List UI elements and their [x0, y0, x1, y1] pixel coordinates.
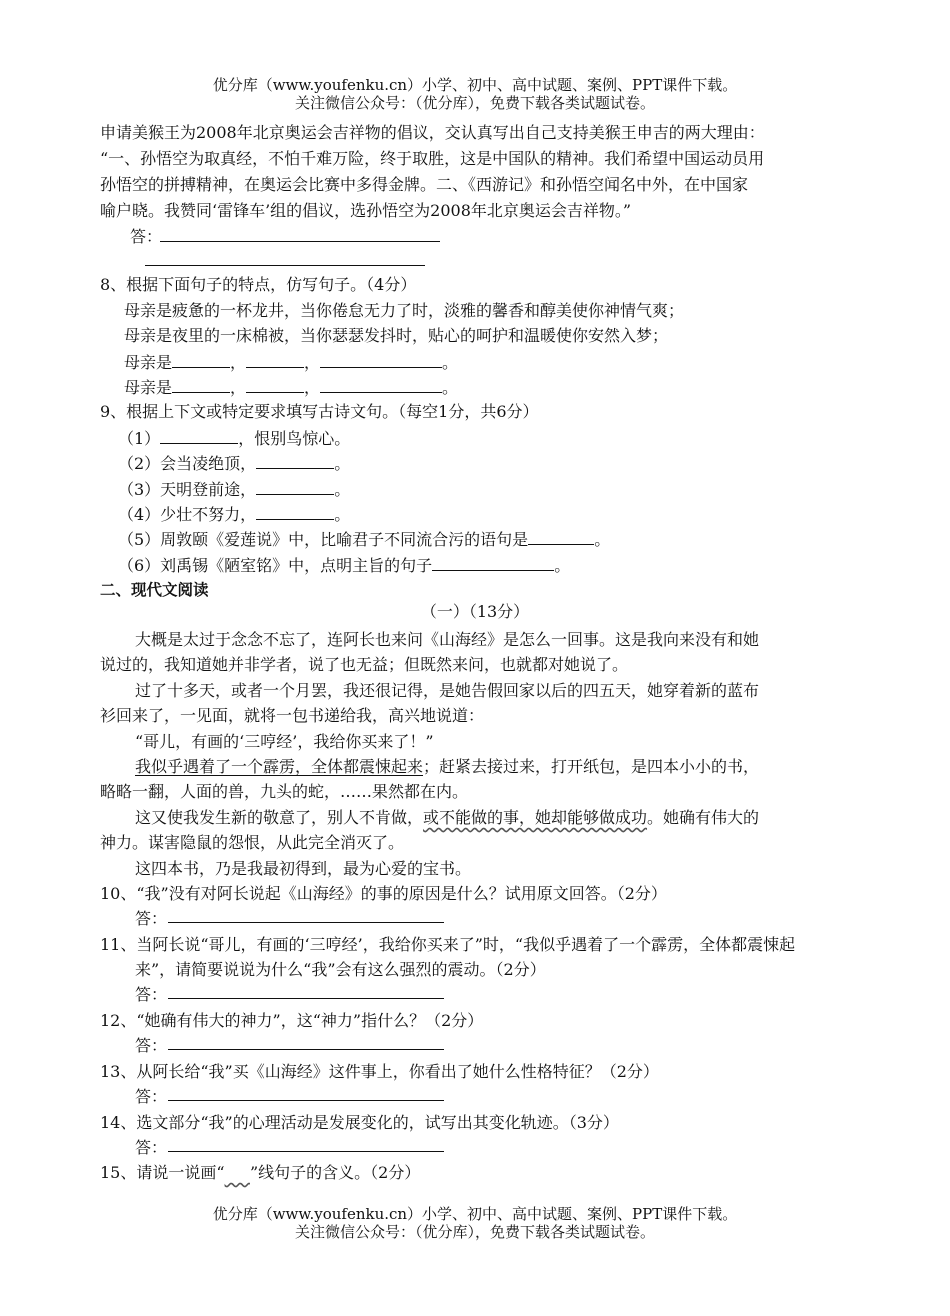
q9-item-1: [118, 427, 350, 450]
passage-p1-a: 大概是太过于念念不忘了，连阿长也来问《山海经》是怎么一回事。这是我向来没有和她: [135, 630, 760, 649]
passage-text: ；赶紧去接过来，打开纸包，是四本小小的书，: [423, 757, 760, 776]
period: 。: [442, 353, 459, 372]
q9-blank[interactable]: [160, 427, 238, 444]
comma: ，: [230, 353, 247, 372]
q9-item-text: （2）会当凌绝顶，: [118, 454, 257, 473]
answer-label: 答：: [135, 909, 168, 928]
q7-text-4: 喻户晓。我赞同‘雷锋车’组的倡议，选孙悟空为2008年北京奥运会吉祥物。”: [100, 201, 632, 220]
q11-answer-line[interactable]: [168, 998, 444, 999]
q9-item-text: （1）: [118, 429, 161, 448]
q8-blank[interactable]: [172, 351, 230, 368]
q8-blank[interactable]: [246, 351, 304, 368]
q9-item-text: （3）天明登前途，: [118, 480, 257, 499]
q9-item-text: 。: [554, 556, 571, 575]
wavy-underlined-sentence: 或不能做的事，她却能够做成功: [423, 808, 648, 827]
q7-text-2: “一、孙悟空为取真经，不怕千难万险，终于取胜，这是中国队的精神。我们希望中国运动员用: [100, 149, 765, 168]
answer-label: 答：: [135, 985, 168, 1004]
q11-b: 来”，请简要说说为什么“我”会有这么强烈的震动。（2分）: [135, 960, 546, 979]
q7-text-1: 申请美猴王为2008年北京奥运会吉祥物的倡议，交认真写出自己支持美猴王申吉的两大理由：: [100, 123, 765, 142]
passage-p2-a: 过了十多天，或者一个月罢，我还很记得，是她告假回家以后的四五天，她穿着新的蓝布: [135, 681, 760, 700]
q7-answer-line-2[interactable]: [145, 265, 425, 266]
q9-item-text: （5）周敦颐《爱莲说》中，比喻君子不同流合污的语句是: [118, 530, 529, 549]
q9-title: 9、根据上下文或特定要求填写古诗文句。（每空1分，共6分）: [100, 402, 539, 421]
q15-text: ”线句子的含义。（2分）: [249, 1163, 421, 1182]
passage-p6: 这四本书，乃是我最初得到，最为心爱的宝书。: [135, 859, 472, 878]
q9-item-6: [118, 554, 570, 577]
q8-prefix: 母亲是: [124, 353, 173, 372]
q8-title: 8、根据下面句子的特点，仿写句子。（4分）: [100, 275, 417, 294]
comma: ，: [230, 378, 247, 397]
q9-item-text: 。: [594, 530, 611, 549]
q7-answer-line-1[interactable]: [160, 241, 440, 242]
q15-text: 15、请说一说画“: [100, 1163, 225, 1182]
period: 。: [442, 378, 459, 397]
q10-answer-line[interactable]: [168, 922, 444, 923]
q12: 12、“她确有伟大的神力”，这“神力”指什么？（2分）: [100, 1011, 484, 1030]
q13-answer-line[interactable]: [168, 1100, 444, 1101]
q8-imitation-row-1: [124, 351, 458, 374]
q9-item-text: 。: [334, 480, 351, 499]
footer-line-2: 关注微信公众号：（优分库），免费下载各类试题试卷。: [294, 1223, 655, 1241]
passage-p5-b: 神力。谋害隐鼠的怨恨，从此完全消灭了。: [100, 833, 405, 852]
underlined-sentence: 我似乎遇着了一个霹雳，全体都震悚起来: [135, 757, 424, 776]
comma: ，: [304, 378, 321, 397]
q9-item-text: （6）刘禹锡《陋室铭》中，点明主旨的句子: [118, 556, 433, 575]
q9-item-text: （4）少壮不努力，: [118, 505, 257, 524]
q10: 10、“我”没有对阿长说起《山海经》的事的原因是什么？试用原文回答。（2分）: [100, 884, 667, 903]
q9-blank[interactable]: [528, 528, 594, 545]
comma: ，: [304, 353, 321, 372]
passage-text: 。她确有伟大的: [647, 808, 760, 827]
passage-p1-b: 说过的，我知道她并非学者，说了也无益；但既然来问，也就都对她说了。: [100, 655, 629, 674]
answer-label: 答：: [135, 1036, 168, 1055]
section-2-title: 二、现代文阅读: [100, 581, 209, 599]
footer-line-1: 优分库（www.youfenku.cn）小学、初中、高中试题、案例、PPT课件下载。: [212, 1205, 738, 1223]
q9-item-3: [118, 478, 350, 501]
wavy-line-sample: [225, 1163, 250, 1182]
q9-item-text: ，恨别鸟惊心。: [238, 429, 351, 448]
q8-imitation-row-2: [124, 376, 458, 399]
q9-item-5: [118, 528, 610, 551]
q8-blank[interactable]: [320, 376, 442, 393]
passage-p3: “哥儿，有画的‘三哼经’，我给你买来了！”: [135, 732, 434, 751]
answer-label: 答：: [135, 1087, 168, 1106]
q9-blank[interactable]: [256, 452, 334, 469]
q13: 13、从阿长给“我”买《山海经》这件事上，你看出了她什么性格特征？（2分）: [100, 1062, 659, 1081]
answer-label: 答：: [135, 1138, 168, 1157]
q8-sentence-1: 母亲是疲惫的一杯龙井，当你倦怠无力了时，淡雅的馨香和醇美使你神情气爽；: [124, 301, 685, 320]
q12-answer-line[interactable]: [168, 1049, 444, 1050]
header-line-2: 关注微信公众号：（优分库），免费下载各类试题试卷。: [294, 94, 655, 112]
q8-sentence-2: 母亲是夜里的一床棉被，当你瑟瑟发抖时，贴心的呵护和温暖使你安然入梦；: [124, 326, 669, 345]
passage-p5-a: [135, 807, 759, 829]
q7-text-3: 孙悟空的拼搏精神，在奥运会比赛中多得金牌。二、《西游记》和孙悟空闻名中外，在中国家: [100, 175, 749, 194]
q14: 14、选文部分“我”的心理活动是发展变化的，试写出其变化轨迹。（3分）: [100, 1113, 619, 1132]
q8-blank[interactable]: [172, 376, 230, 393]
q14-answer-line[interactable]: [168, 1151, 444, 1152]
q8-prefix: 母亲是: [124, 378, 173, 397]
passage-p2-b: 衫回来了，一见面，就将一包书递给我，高兴地说道：: [100, 706, 485, 725]
q9-item-text: 。: [334, 454, 351, 473]
q9-blank[interactable]: [256, 478, 334, 495]
q9-item-2: [118, 452, 350, 475]
q9-blank[interactable]: [256, 503, 334, 520]
q15: [100, 1162, 420, 1184]
section-2-subtitle: （一）（13分）: [420, 602, 530, 621]
header-line-1: 优分库（www.youfenku.cn）小学、初中、高中试题、案例、PPT课件下载。: [212, 76, 738, 94]
passage-p4-b: 略略一翻，人面的兽，九头的蛇，……果然都在内。: [100, 782, 469, 801]
q9-item-text: 。: [334, 505, 351, 524]
q8-blank[interactable]: [246, 376, 304, 393]
passage-p4-a: [135, 756, 759, 778]
q11-a: 11、当阿长说“哥儿，有画的‘三哼经’，我给你买来了”时，“我似乎遇着了一个霹雳，全体都震悚起: [100, 935, 796, 954]
q9-blank[interactable]: [432, 554, 554, 571]
passage-text: 这又使我发生新的敬意了，别人不肯做，: [135, 808, 424, 827]
q7-answer-label: 答：: [130, 227, 163, 246]
q8-blank[interactable]: [320, 351, 442, 368]
q9-item-4: [118, 503, 350, 526]
